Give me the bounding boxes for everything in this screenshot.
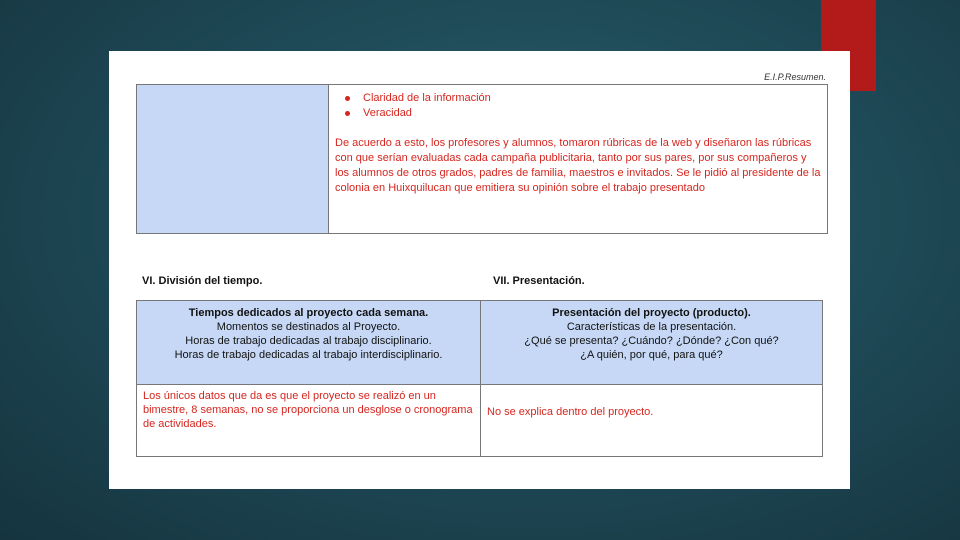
section-vi-title: VI. División del tiempo. [142,275,263,287]
presentation-header-cell [481,301,822,385]
presentation-header-line: ¿Qué se presenta? ¿Cuándo? ¿Dónde? ¿Con qué? [524,335,779,347]
bottom-table [136,300,823,457]
bullet-icon [345,96,350,101]
top-table [136,84,828,234]
document-page [109,51,850,489]
criteria-list [343,91,821,121]
top-table-left-cell [137,85,329,233]
time-header-line: Momentos se destinados al Proyecto. [216,321,401,333]
evaluation-paragraph: De acuerdo a esto, los profesores y alumnos, tomaron rúbricas de la web y diseñaron las rúbricas con que serían evaluadas cada campaña publicitaria, tanto por sus pares, por sus compañeros y los alumnos de otros grados, padres de familia, maestros e invitados. Se le pidió al presidente de la colonia en Huixquilucan que emitiera su opinión sobre el trabajo presentado [335,137,821,194]
presentation-header-title: Presentación del proyecto (producto). [552,307,751,319]
time-body-cell: Los únicos datos que da es que el proyecto se realizó en un bimestre, 8 semanas, no se proporciona un desglose o cronograma de actividades. [137,385,481,456]
presentation-header-line: ¿A quién, por qué, para qué? [580,349,723,361]
top-table-right-cell [329,85,827,233]
time-header-title: Tiempos dedicados al proyecto cada semana. [188,307,429,319]
header-right-text: E.I.P.Resumen. [764,72,826,82]
time-header-line: Horas de trabajo dedicadas al trabajo interdisciplinario. [174,349,443,361]
bullet-icon [345,111,350,116]
list-item: Veracidad [343,106,821,121]
time-header-cell [137,301,481,385]
time-header-line: Horas de trabajo dedicadas al trabajo disciplinario. [185,335,432,347]
presentation-body-cell: No se explica dentro del proyecto. [487,406,654,418]
list-item: Claridad de la información [343,91,821,106]
presentation-header-line: Características de la presentación. [566,321,737,333]
section-vii-title: VII. Presentación. [493,275,585,287]
